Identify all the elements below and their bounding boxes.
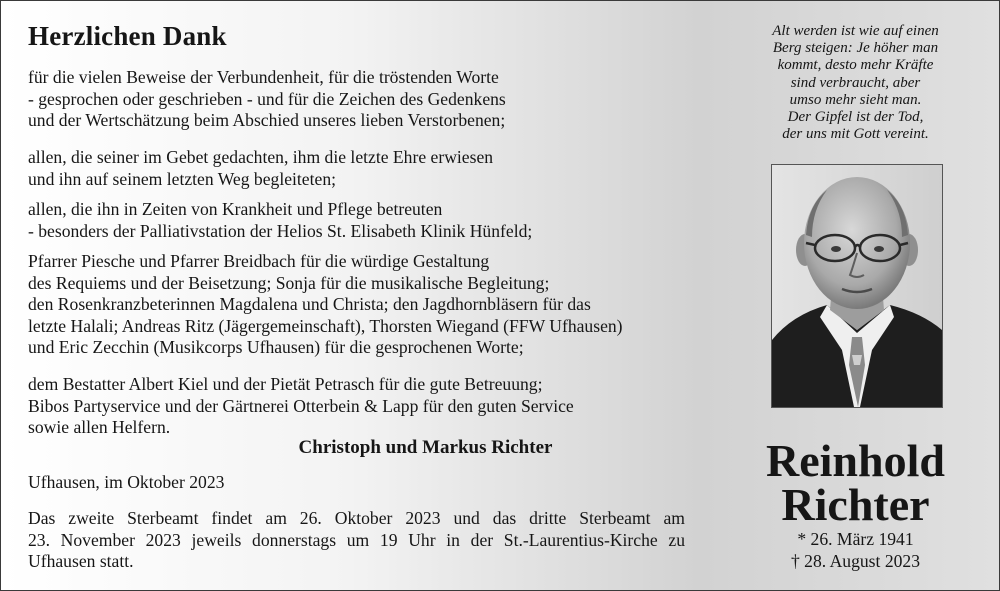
quote-line: Der Gipfel ist der Tod, [787,109,924,126]
portrait-illustration [772,165,942,407]
thanks-paragraph-4 [28,251,693,359]
text-line: und ihn auf seinem letzten Weg begleiteten; [28,168,337,189]
death-date: † 28. August 2023 [790,550,921,571]
quote-line: Alt werden ist wie auf einen [772,23,939,39]
text-line: letzte Halali; Andreas Ritz (Jägergemeinschaft), Thorsten Wiegand (FFW Ufhausen) [28,315,623,336]
portrait-photo [771,164,943,408]
text-line: - besonders der Palliativstation der Helios St. Elisabeth Klinik Hünfeld; [28,220,533,241]
quote-line: sind verbraucht, aber [790,74,921,91]
quote [743,23,968,143]
quote-line: der uns mit Gott vereint. [782,126,929,143]
heading: Herzlichen Dank [28,21,227,51]
text-line: für die vielen Beweise der Verbundenheit, für die tröstenden Worte [28,67,499,87]
last-name: Richter [781,479,930,530]
birth-date: * 26. März 1941 [797,529,914,549]
text-line: und der Wertschätzung beim Abschied unseres lieben Verstorbenen; [28,110,506,130]
first-name: Reinhold [766,435,945,486]
thanks-paragraph-1 [28,67,693,132]
text-line: Bibos Partyservice und der Gärtnerei Otterbein & Lapp für den guten Service [28,395,574,416]
text-line: allen, die ihn in Zeiten von Krankheit und Pflege betreuten [28,199,443,219]
text-line: Pfarrer Piesche und Pfarrer Breidbach für die würdige Gestaltung [28,251,490,271]
text-line: Ufhausen statt. [28,551,134,571]
thanks-paragraph-5 [28,374,693,439]
text-line: dem Bestatter Albert Kiel und der Pietät Petrasch für die gute Betreuung; [28,374,543,394]
deceased-name [743,435,968,530]
thanks-paragraph-2 [28,147,693,190]
quote-line: Berg steigen: Je höher man [772,40,939,57]
text-line: Das zweite Sterbeamt findet am 26. Oktober 2023 und das dritte Sterbeamt am [28,508,685,528]
text-line: und Eric Zecchin (Musikcorps Ufhausen) für die gesprochenen Worte; [28,337,524,357]
quote-line: umso mehr sieht man. [789,91,922,108]
place-date: Ufhausen, im Oktober 2023 [28,472,225,492]
signature: Christoph und Markus Richter [298,437,553,458]
life-dates [743,529,968,572]
text-line: sowie allen Helfern. [28,417,171,437]
quote-line: kommt, desto mehr Kräfte [777,57,934,74]
text-line: des Requiems und der Beisetzung; Sonja für die musikalische Begleitung; [28,272,550,293]
thanks-paragraph-3 [28,199,693,242]
text-line: den Rosenkranzbeterinnen Magdalena und Christa; den Jagdhornbläsern für das [28,294,591,314]
text-line: - gesprochen oder geschrieben - und für die Zeichen des Gedenkens [28,88,506,109]
service-notice [28,508,685,573]
text-line: 23. November 2023 jeweils donnerstags um 19 Uhr in der St.-Laurentius-Kirche zu [28,529,685,550]
text-line: allen, die seiner im Gebet gedachten, ihm die letzte Ehre erwiesen [28,147,494,167]
